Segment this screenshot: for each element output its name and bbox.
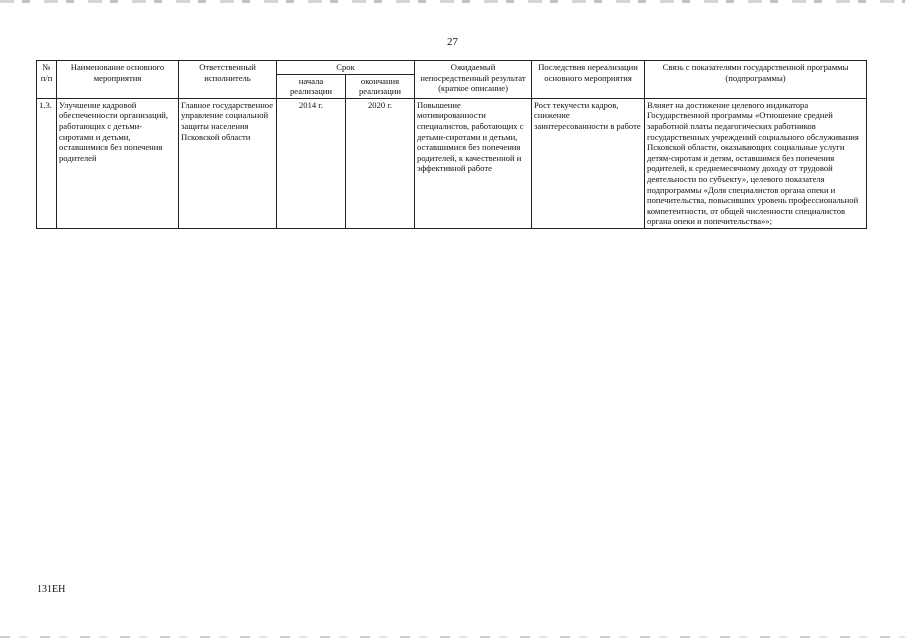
cell-start: 2014 г. bbox=[277, 98, 346, 228]
page-number: 27 bbox=[447, 36, 458, 48]
footer-code: 131EH bbox=[37, 584, 66, 595]
scan-edge-bottom bbox=[0, 636, 905, 638]
cell-name: Улучшение кадровой обеспеченности организаций, работающих с детьми-сиротами и детьми, оставшимися без попечения родителей bbox=[57, 98, 179, 228]
cell-link: Влияет на достижение целевого индикатора Государственной программы «Отношение средней заработной платы педагогических работников государственных учреждений социального обслуживания Псковской области, оказывающих социальные услуги детям-сиротам и детям, оставшимся без попечения родителей, к среднемесячному доходу от трудовой деятельности по субъекту», целевого показателя подпрограммы «Доля специалистов органа опеки и попечительства, повысивших уровень профессиональной компетентности, от общей численности специалистов органа опеки и попечительства»»; bbox=[645, 98, 867, 228]
header-link: Связь с показателями государственной программы (подпрограммы) bbox=[645, 61, 867, 99]
header-term: Срок bbox=[277, 61, 415, 75]
measures-table bbox=[36, 60, 867, 229]
header-start: начала реализации bbox=[277, 74, 346, 98]
table-header-row bbox=[37, 61, 867, 75]
cell-result: Повышение мотивированности специалистов, работающих с детьми-сиротами и детьми, оставшимися без попечения родителей, к качественной и эффективной работе bbox=[415, 98, 532, 228]
scan-edge-top bbox=[0, 0, 905, 3]
header-num: № п/п bbox=[37, 61, 57, 99]
cell-executor: Главное государственное управление социальной защиты населения Псковской области bbox=[179, 98, 277, 228]
cell-consequences: Рост текучести кадров, снижение заинтересованности в работе bbox=[532, 98, 645, 228]
cell-num: 1.3. bbox=[37, 98, 57, 228]
header-executor: Ответственный исполнитель bbox=[179, 61, 277, 99]
cell-end: 2020 г. bbox=[346, 98, 415, 228]
header-end: окончания реализации bbox=[346, 74, 415, 98]
header-name: Наименование основного мероприятия bbox=[57, 61, 179, 99]
header-result: Ожидаемый непосредственный результат (краткое описание) bbox=[415, 61, 532, 99]
header-consequences: Последствия нереализации основного мероприятия bbox=[532, 61, 645, 99]
table-row bbox=[37, 98, 867, 228]
